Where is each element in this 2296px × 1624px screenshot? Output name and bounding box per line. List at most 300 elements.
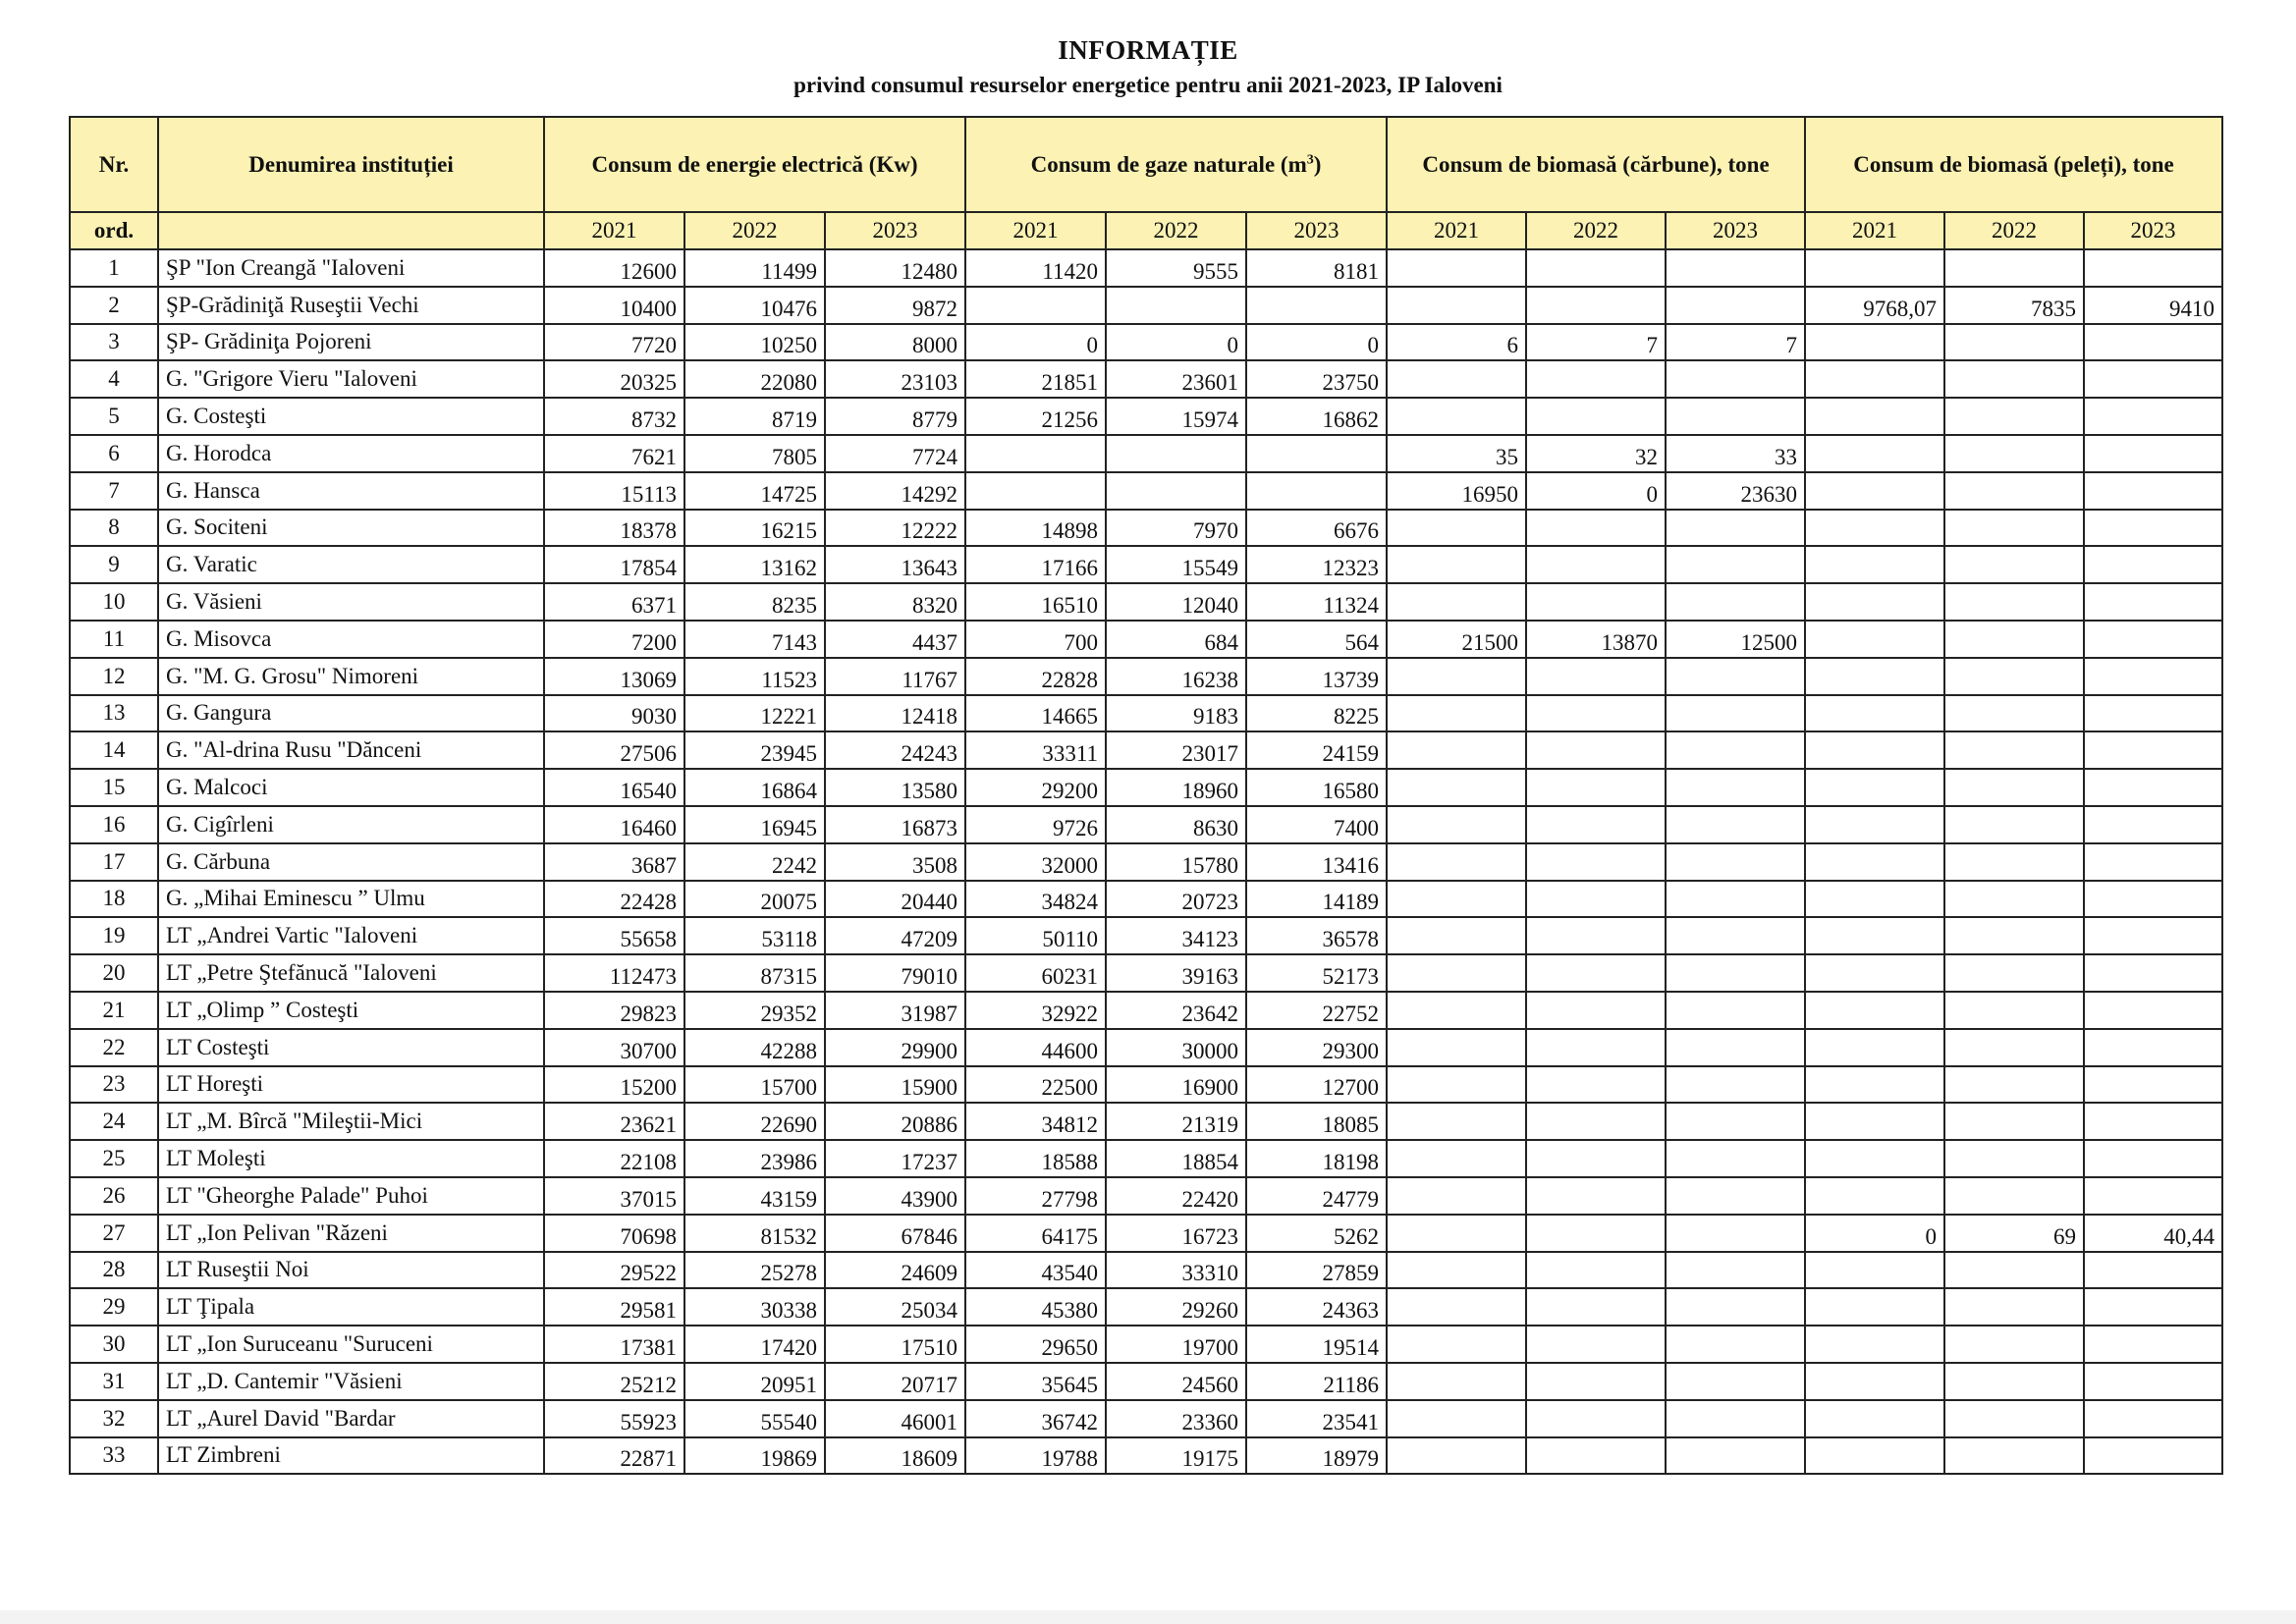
gas-value-2022: 684 (1106, 621, 1246, 658)
row-number: 31 (70, 1363, 158, 1400)
coal-value-2021 (1387, 1215, 1526, 1252)
electric-value-2021: 13069 (544, 658, 684, 695)
row-number: 28 (70, 1252, 158, 1289)
electric-value-2021: 16540 (544, 769, 684, 806)
gas-value-2023: 0 (1246, 324, 1387, 361)
pellets-value-2022 (1944, 917, 2084, 954)
pellets-value-2023 (2084, 1103, 2222, 1140)
electric-value-2021: 3687 (544, 843, 684, 881)
electric-value-2023: 7724 (825, 435, 965, 472)
pellets-value-2023 (2084, 1400, 2222, 1437)
pellets-value-2022 (1944, 1400, 2084, 1437)
coal-value-2022 (1526, 1103, 1666, 1140)
gas-value-2022: 29260 (1106, 1288, 1246, 1326)
electric-value-2022: 15700 (684, 1066, 825, 1104)
institution-name: G. "Grigore Vieru "Ialoveni (158, 360, 544, 398)
gas-value-2023: 23750 (1246, 360, 1387, 398)
table-row (70, 360, 2222, 398)
row-number: 29 (70, 1288, 158, 1326)
pellets-value-2021 (1805, 843, 1944, 881)
year-header-electric: 2022 (684, 212, 825, 249)
institution-name: G. Sociteni (158, 510, 544, 547)
pellets-value-2023 (2084, 731, 2222, 769)
institution-name: LT Horeşti (158, 1066, 544, 1104)
pellets-value-2022 (1944, 1029, 2084, 1066)
gas-value-2021: 34812 (965, 1103, 1106, 1140)
electric-value-2021: 27506 (544, 731, 684, 769)
electric-value-2021: 10400 (544, 287, 684, 324)
table-row (70, 843, 2222, 881)
pellets-value-2022 (1944, 360, 2084, 398)
institution-name: LT „Ion Suruceanu "Suruceni (158, 1326, 544, 1363)
electric-value-2022: 22080 (684, 360, 825, 398)
gas-value-2023: 16580 (1246, 769, 1387, 806)
pellets-value-2021 (1805, 1252, 1944, 1289)
institution-name: LT „D. Cantemir "Văsieni (158, 1363, 544, 1400)
gas-value-2022: 12040 (1106, 583, 1246, 621)
electric-value-2021: 112473 (544, 954, 684, 992)
coal-value-2022: 0 (1526, 472, 1666, 510)
pellets-value-2021 (1805, 583, 1944, 621)
header-coal-biomass: Consum de biomasă (cărbune), tone (1387, 117, 1805, 212)
electric-value-2022: 22690 (684, 1103, 825, 1140)
gas-value-2022: 16238 (1106, 658, 1246, 695)
coal-value-2023 (1666, 398, 1805, 435)
institution-name: G. Varatic (158, 546, 544, 583)
electric-value-2022: 13162 (684, 546, 825, 583)
institution-name: G. Hansca (158, 472, 544, 510)
gas-value-2021: 14665 (965, 695, 1106, 732)
row-number: 9 (70, 546, 158, 583)
pellets-value-2022 (1944, 1437, 2084, 1475)
pellets-value-2023 (2084, 695, 2222, 732)
header-name-blank (158, 212, 544, 249)
gas-value-2023: 36578 (1246, 917, 1387, 954)
pellets-value-2022 (1944, 1252, 2084, 1289)
row-number: 6 (70, 435, 158, 472)
pellets-value-2021 (1805, 435, 1944, 472)
row-number: 12 (70, 658, 158, 695)
electric-value-2022: 12221 (684, 695, 825, 732)
electric-value-2022: 81532 (684, 1215, 825, 1252)
gas-value-2021: 9726 (965, 806, 1106, 843)
electric-value-2022: 29352 (684, 992, 825, 1029)
electric-value-2023: 4437 (825, 621, 965, 658)
institution-name: G. Malcoci (158, 769, 544, 806)
institution-name: G. Văsieni (158, 583, 544, 621)
pellets-value-2021 (1805, 695, 1944, 732)
coal-value-2021 (1387, 843, 1526, 881)
institution-name: LT Zimbreni (158, 1437, 544, 1475)
pellets-value-2022 (1944, 1066, 2084, 1104)
coal-value-2021 (1387, 658, 1526, 695)
header-electric-energy: Consum de energie electrică (Kw) (544, 117, 965, 212)
gas-value-2021: 32000 (965, 843, 1106, 881)
table-row (70, 1363, 2222, 1400)
pellets-value-2023 (2084, 1177, 2222, 1215)
gas-value-2023: 12700 (1246, 1066, 1387, 1104)
institution-name: G. "Al-drina Rusu "Dănceni (158, 731, 544, 769)
electric-value-2023: 20886 (825, 1103, 965, 1140)
gas-value-2023: 16862 (1246, 398, 1387, 435)
row-number: 19 (70, 917, 158, 954)
coal-value-2022 (1526, 917, 1666, 954)
coal-value-2021: 6 (1387, 324, 1526, 361)
electric-value-2021: 18378 (544, 510, 684, 547)
gas-value-2021: 60231 (965, 954, 1106, 992)
electric-value-2021: 29581 (544, 1288, 684, 1326)
gas-value-2023 (1246, 287, 1387, 324)
gas-value-2021: 35645 (965, 1363, 1106, 1400)
electric-value-2021: 29823 (544, 992, 684, 1029)
electric-value-2022: 53118 (684, 917, 825, 954)
electric-value-2021: 7720 (544, 324, 684, 361)
gas-value-2022: 24560 (1106, 1363, 1246, 1400)
pellets-value-2023 (2084, 1066, 2222, 1104)
pellets-value-2023 (2084, 621, 2222, 658)
coal-value-2022 (1526, 1252, 1666, 1289)
gas-value-2022: 9183 (1106, 695, 1246, 732)
coal-value-2023 (1666, 1363, 1805, 1400)
row-number: 24 (70, 1103, 158, 1140)
pellets-value-2022 (1944, 621, 2084, 658)
coal-value-2022 (1526, 769, 1666, 806)
coal-value-2021 (1387, 1400, 1526, 1437)
table-row (70, 546, 2222, 583)
institution-name: ŞP-Grădiniţă Ruseştii Vechi (158, 287, 544, 324)
electric-value-2022: 14725 (684, 472, 825, 510)
gas-value-2023 (1246, 435, 1387, 472)
pellets-value-2023 (2084, 1288, 2222, 1326)
electric-value-2023: 24243 (825, 731, 965, 769)
coal-value-2021 (1387, 881, 1526, 918)
coal-value-2021: 35 (1387, 435, 1526, 472)
year-header-gas: 2022 (1106, 212, 1246, 249)
electric-value-2021: 15200 (544, 1066, 684, 1104)
coal-value-2022 (1526, 1288, 1666, 1326)
gas-value-2023: 23541 (1246, 1400, 1387, 1437)
gas-value-2022: 16900 (1106, 1066, 1246, 1104)
coal-value-2022 (1526, 695, 1666, 732)
energy-consumption-table (69, 116, 2223, 1475)
pellets-value-2022 (1944, 472, 2084, 510)
row-number: 27 (70, 1215, 158, 1252)
coal-value-2021 (1387, 731, 1526, 769)
coal-value-2022 (1526, 954, 1666, 992)
year-header-coal: 2022 (1526, 212, 1666, 249)
electric-value-2023: 17510 (825, 1326, 965, 1363)
document-title: INFORMAȚIE (1058, 35, 1238, 65)
gas-value-2021: 16510 (965, 583, 1106, 621)
gas-value-2021: 50110 (965, 917, 1106, 954)
row-number: 4 (70, 360, 158, 398)
electric-value-2023: 14292 (825, 472, 965, 510)
year-header-gas: 2023 (1246, 212, 1387, 249)
electric-value-2022: 8719 (684, 398, 825, 435)
coal-value-2022 (1526, 1177, 1666, 1215)
electric-value-2022: 2242 (684, 843, 825, 881)
gas-value-2022: 0 (1106, 324, 1246, 361)
gas-value-2021: 33311 (965, 731, 1106, 769)
pellets-value-2021 (1805, 360, 1944, 398)
pellets-value-2021 (1805, 731, 1944, 769)
pellets-value-2021 (1805, 881, 1944, 918)
electric-value-2022: 20951 (684, 1363, 825, 1400)
coal-value-2022 (1526, 658, 1666, 695)
pellets-value-2022 (1944, 769, 2084, 806)
electric-value-2021: 17854 (544, 546, 684, 583)
gas-value-2023: 24779 (1246, 1177, 1387, 1215)
electric-value-2021: 9030 (544, 695, 684, 732)
electric-value-2022: 55540 (684, 1400, 825, 1437)
pellets-value-2023 (2084, 398, 2222, 435)
electric-value-2021: 30700 (544, 1029, 684, 1066)
electric-value-2023: 13643 (825, 546, 965, 583)
table-row (70, 398, 2222, 435)
institution-name: LT Costeşti (158, 1029, 544, 1066)
pellets-value-2023 (2084, 954, 2222, 992)
pellets-value-2022 (1944, 1326, 2084, 1363)
table-row (70, 583, 2222, 621)
pellets-value-2021 (1805, 1363, 1944, 1400)
pellets-value-2021 (1805, 917, 1944, 954)
row-number: 33 (70, 1437, 158, 1475)
coal-value-2021 (1387, 287, 1526, 324)
pellets-value-2023 (2084, 806, 2222, 843)
table-row (70, 1029, 2222, 1066)
pellets-value-2023 (2084, 1363, 2222, 1400)
electric-value-2022: 7143 (684, 621, 825, 658)
gas-value-2023: 22752 (1246, 992, 1387, 1029)
gas-value-2021: 43540 (965, 1252, 1106, 1289)
table-row (70, 881, 2222, 918)
coal-value-2022 (1526, 992, 1666, 1029)
coal-value-2021 (1387, 1252, 1526, 1289)
coal-value-2022 (1526, 1215, 1666, 1252)
electric-value-2021: 12600 (544, 249, 684, 287)
electric-value-2023: 79010 (825, 954, 965, 992)
gas-value-2021: 700 (965, 621, 1106, 658)
institution-name: LT Moleşti (158, 1140, 544, 1177)
coal-value-2022 (1526, 1140, 1666, 1177)
electric-value-2022: 10250 (684, 324, 825, 361)
coal-value-2022 (1526, 360, 1666, 398)
pellets-value-2021 (1805, 546, 1944, 583)
pellets-value-2023 (2084, 917, 2222, 954)
institution-name: G. Misovca (158, 621, 544, 658)
header-natural-gas (965, 117, 1387, 212)
electric-value-2022: 43159 (684, 1177, 825, 1215)
coal-value-2023: 23630 (1666, 472, 1805, 510)
coal-value-2021 (1387, 1103, 1526, 1140)
pellets-value-2021 (1805, 1103, 1944, 1140)
coal-value-2021 (1387, 1363, 1526, 1400)
pellets-value-2021 (1805, 510, 1944, 547)
coal-value-2021 (1387, 360, 1526, 398)
coal-value-2021: 21500 (1387, 621, 1526, 658)
coal-value-2022 (1526, 1326, 1666, 1363)
table-row (70, 1252, 2222, 1289)
institution-name: LT Ruseştii Noi (158, 1252, 544, 1289)
institution-name: G. Horodca (158, 435, 544, 472)
electric-value-2023: 8779 (825, 398, 965, 435)
electric-value-2021: 22108 (544, 1140, 684, 1177)
coal-value-2021 (1387, 249, 1526, 287)
pellets-value-2022 (1944, 881, 2084, 918)
pellets-value-2023 (2084, 435, 2222, 472)
pellets-value-2021 (1805, 398, 1944, 435)
electric-value-2023: 18609 (825, 1437, 965, 1475)
institution-name: ŞP- Grădiniţa Pojoreni (158, 324, 544, 361)
row-number: 8 (70, 510, 158, 547)
pellets-value-2023 (2084, 546, 2222, 583)
row-number: 22 (70, 1029, 158, 1066)
header-pellet-biomass: Consum de biomasă (peleți), tone (1805, 117, 2222, 212)
gas-value-2023: 18085 (1246, 1103, 1387, 1140)
coal-value-2022 (1526, 510, 1666, 547)
year-header-pellets: 2022 (1944, 212, 2084, 249)
institution-name: G. Costeşti (158, 398, 544, 435)
coal-value-2021 (1387, 992, 1526, 1029)
electric-value-2022: 87315 (684, 954, 825, 992)
header-ord: ord. (70, 212, 158, 249)
gas-value-2023: 7400 (1246, 806, 1387, 843)
pellets-value-2022 (1944, 435, 2084, 472)
electric-value-2021: 20325 (544, 360, 684, 398)
electric-value-2021: 25212 (544, 1363, 684, 1400)
electric-value-2023: 12418 (825, 695, 965, 732)
electric-value-2021: 22428 (544, 881, 684, 918)
coal-value-2023: 33 (1666, 435, 1805, 472)
electric-value-2022: 11499 (684, 249, 825, 287)
pellets-value-2021 (1805, 1177, 1944, 1215)
gas-value-2022: 16723 (1106, 1215, 1246, 1252)
pellets-value-2023 (2084, 1437, 2222, 1475)
pellets-value-2022 (1944, 1177, 2084, 1215)
pellets-value-2022 (1944, 324, 2084, 361)
table-row (70, 1437, 2222, 1475)
gas-value-2023: 6676 (1246, 510, 1387, 547)
electric-value-2023: 31987 (825, 992, 965, 1029)
table-row (70, 769, 2222, 806)
coal-value-2023 (1666, 1103, 1805, 1140)
gas-value-2022: 39163 (1106, 954, 1246, 992)
table-row (70, 324, 2222, 361)
coal-value-2023: 7 (1666, 324, 1805, 361)
coal-value-2023: 12500 (1666, 621, 1805, 658)
pellets-value-2022: 7835 (1944, 287, 2084, 324)
pellets-value-2023 (2084, 1140, 2222, 1177)
gas-value-2021: 32922 (965, 992, 1106, 1029)
pellets-value-2022 (1944, 954, 2084, 992)
row-number: 5 (70, 398, 158, 435)
table-row (70, 1177, 2222, 1215)
row-number: 1 (70, 249, 158, 287)
gas-value-2023: 11324 (1246, 583, 1387, 621)
electric-value-2021: 70698 (544, 1215, 684, 1252)
electric-value-2021: 7200 (544, 621, 684, 658)
pellets-value-2021 (1805, 1400, 1944, 1437)
coal-value-2023 (1666, 546, 1805, 583)
electric-value-2021: 55923 (544, 1400, 684, 1437)
coal-value-2021 (1387, 510, 1526, 547)
gas-value-2021: 11420 (965, 249, 1106, 287)
gas-value-2023: 13416 (1246, 843, 1387, 881)
pellets-value-2023 (2084, 658, 2222, 695)
gas-value-2023: 14189 (1246, 881, 1387, 918)
pellets-value-2021 (1805, 621, 1944, 658)
row-number: 26 (70, 1177, 158, 1215)
electric-value-2023: 17237 (825, 1140, 965, 1177)
pellets-value-2021 (1805, 1140, 1944, 1177)
year-header-coal: 2023 (1666, 212, 1805, 249)
pellets-value-2021 (1805, 472, 1944, 510)
gas-value-2023: 18198 (1246, 1140, 1387, 1177)
electric-value-2022: 25278 (684, 1252, 825, 1289)
coal-value-2021: 16950 (1387, 472, 1526, 510)
gas-value-2021: 34824 (965, 881, 1106, 918)
coal-value-2021 (1387, 398, 1526, 435)
coal-value-2021 (1387, 917, 1526, 954)
table-row (70, 992, 2222, 1029)
coal-value-2022 (1526, 287, 1666, 324)
gas-value-2022: 9555 (1106, 249, 1246, 287)
gas-value-2022: 7970 (1106, 510, 1246, 547)
coal-value-2023 (1666, 1029, 1805, 1066)
gas-value-2021: 45380 (965, 1288, 1106, 1326)
pellets-value-2023 (2084, 769, 2222, 806)
electric-value-2022: 16945 (684, 806, 825, 843)
gas-value-2022 (1106, 472, 1246, 510)
coal-value-2023 (1666, 769, 1805, 806)
table-row (70, 806, 2222, 843)
table-row (70, 249, 2222, 287)
gas-value-2023: 12323 (1246, 546, 1387, 583)
coal-value-2021 (1387, 583, 1526, 621)
table-row (70, 658, 2222, 695)
row-number: 30 (70, 1326, 158, 1363)
pellets-value-2022 (1944, 806, 2084, 843)
pellets-value-2021 (1805, 658, 1944, 695)
gas-value-2021 (965, 435, 1106, 472)
header-gas-exponent: 3 (1306, 151, 1314, 167)
coal-value-2021 (1387, 1437, 1526, 1475)
year-header-electric: 2021 (544, 212, 684, 249)
gas-value-2021: 64175 (965, 1215, 1106, 1252)
row-number: 32 (70, 1400, 158, 1437)
coal-value-2021 (1387, 1326, 1526, 1363)
coal-value-2021 (1387, 695, 1526, 732)
electric-value-2021: 29522 (544, 1252, 684, 1289)
coal-value-2022 (1526, 881, 1666, 918)
row-number: 23 (70, 1066, 158, 1104)
gas-value-2022: 21319 (1106, 1103, 1246, 1140)
coal-value-2023 (1666, 1400, 1805, 1437)
coal-value-2023 (1666, 1326, 1805, 1363)
table-row (70, 510, 2222, 547)
electric-value-2023: 25034 (825, 1288, 965, 1326)
coal-value-2022 (1526, 1066, 1666, 1104)
electric-value-2023: 20717 (825, 1363, 965, 1400)
coal-value-2021 (1387, 806, 1526, 843)
header-gas-close: ) (1313, 151, 1322, 177)
coal-value-2022 (1526, 843, 1666, 881)
pellets-value-2023 (2084, 843, 2222, 881)
pellets-value-2022 (1944, 398, 2084, 435)
row-number: 18 (70, 881, 158, 918)
gas-value-2021: 44600 (965, 1029, 1106, 1066)
coal-value-2022: 32 (1526, 435, 1666, 472)
